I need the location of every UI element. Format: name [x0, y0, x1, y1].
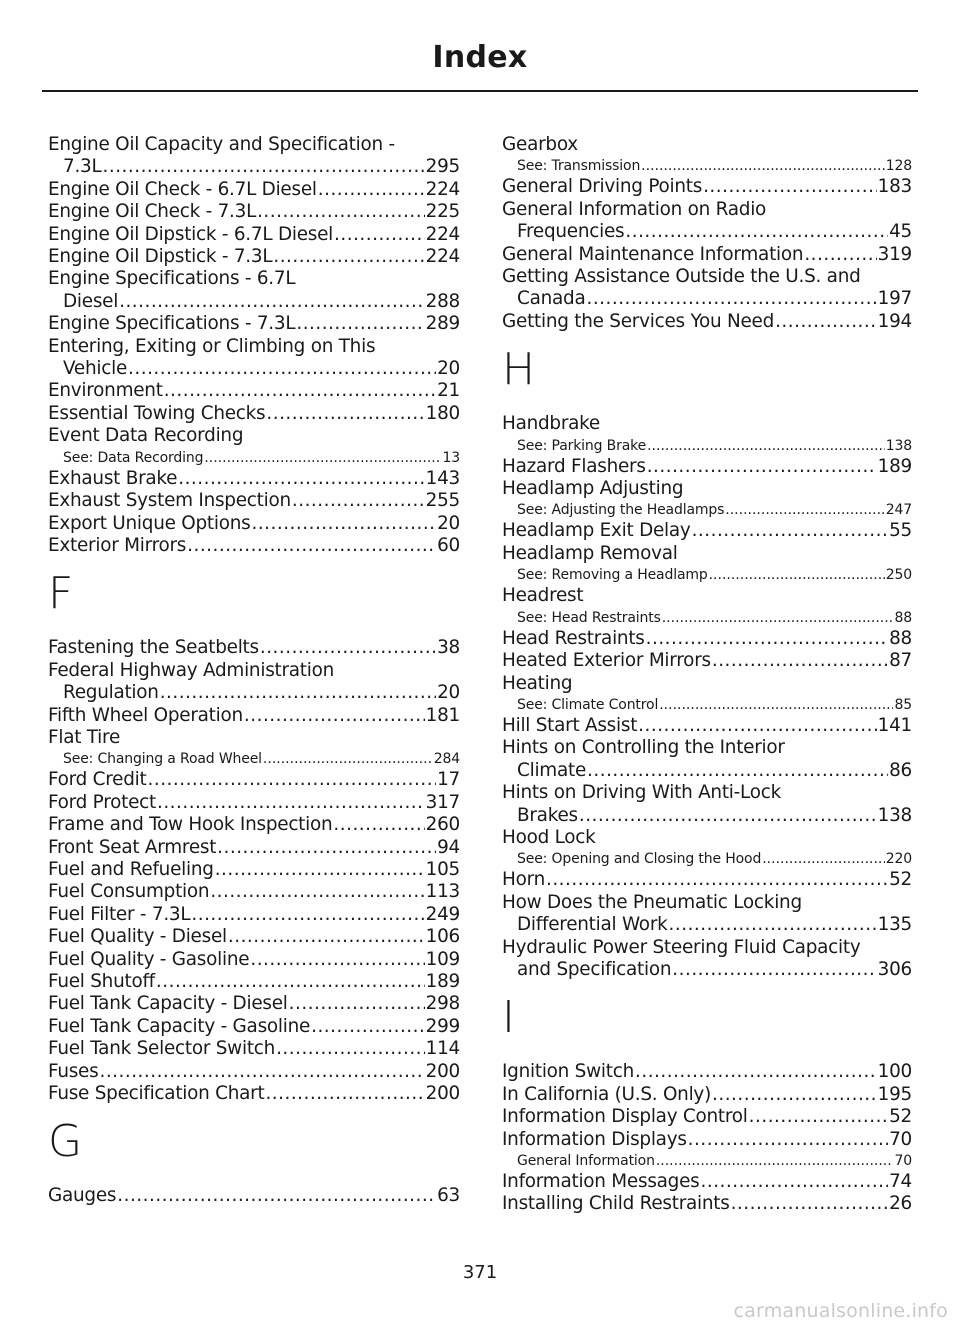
dot-leader [804, 244, 876, 266]
page-ref: 298 [425, 993, 460, 1015]
entry-text: Ford Credit [48, 769, 147, 791]
dot-leader [103, 156, 425, 178]
index-entry[interactable] [48, 336, 460, 381]
dot-leader [672, 959, 876, 981]
dot-leader [215, 859, 425, 881]
entry-text: Federal Highway Administration [48, 659, 335, 681]
see-text: See: Adjusting the Headlamps [517, 502, 725, 519]
entry-text: Entering, Exiting or Climbing on This [48, 335, 376, 357]
see-text: See: Removing a Headlamp [517, 567, 708, 584]
page-ref: 60 [437, 534, 460, 556]
dot-leader [164, 380, 436, 402]
entry-text: Fuel Shutoff [48, 971, 155, 992]
dot-leader [318, 179, 425, 201]
entry-text: Getting Assistance Outside the U.S. and [502, 266, 861, 288]
dot-leader [641, 156, 885, 176]
entry-text: Climate [517, 759, 587, 781]
entry-text: Fuel Filter - 7.3L [48, 903, 191, 925]
page-ref: 181 [425, 704, 460, 726]
page-ref: 284 [433, 751, 460, 768]
index-entry[interactable] [502, 244, 912, 266]
dot-leader [647, 436, 885, 456]
entry-text: Headlamp Exit Delay [502, 520, 691, 542]
dot-leader [662, 608, 894, 628]
entry-text: How Does the Pneumatic Locking [502, 891, 802, 913]
section-letter-i: I [502, 992, 515, 1044]
index-entry[interactable] [48, 490, 460, 512]
see-reference[interactable] [502, 695, 912, 715]
dot-leader [659, 695, 893, 715]
index-entry[interactable] [48, 1061, 460, 1083]
index-entry[interactable] [48, 513, 460, 535]
dot-leader [187, 535, 436, 557]
index-entry[interactable] [502, 650, 912, 672]
index-entry[interactable] [48, 769, 460, 791]
page-ref: 317 [425, 791, 460, 813]
index-entry[interactable] [48, 134, 460, 179]
dot-leader [251, 513, 436, 535]
entry-text: Fuses [48, 1060, 99, 1082]
index-entry[interactable] [48, 705, 460, 727]
entry-text: Essential Towing Checks [48, 402, 266, 424]
see-text: See: Head Restraints [517, 609, 661, 626]
entry-text: Exhaust System Inspection [48, 490, 291, 512]
page-ref: 138 [885, 437, 912, 454]
dot-leader [191, 904, 424, 926]
page-ref: 20 [437, 512, 460, 534]
page-ref: 141 [877, 714, 912, 736]
index-entry[interactable] [48, 468, 460, 490]
index-entry[interactable] [48, 224, 460, 246]
dot-leader [148, 769, 437, 791]
page-ref: 143 [425, 467, 460, 489]
entry-text: Brakes [517, 804, 578, 826]
entry-text: Hazard Flashers [502, 455, 646, 477]
page-ref: 138 [877, 804, 912, 826]
see-reference[interactable] [48, 749, 460, 769]
see-reference[interactable] [48, 448, 460, 468]
entry-text: Front Seat Armrest [48, 836, 217, 858]
page-ref: 224 [425, 178, 460, 200]
index-entry[interactable] [48, 837, 460, 859]
index-entry[interactable] [48, 1016, 460, 1038]
index-entry[interactable] [502, 176, 912, 198]
index-entry[interactable] [502, 543, 912, 585]
dot-leader [273, 246, 424, 268]
entry-text: Hints on Controlling the Interior [502, 737, 785, 759]
index-entry[interactable] [48, 949, 460, 971]
entry-text: Event Data Recording [48, 425, 244, 447]
sub-entry[interactable] [502, 1151, 912, 1171]
index-entry[interactable] [502, 1129, 912, 1171]
page-ref: 26 [889, 1193, 912, 1215]
see-reference[interactable] [502, 849, 912, 869]
entry-text: General Maintenance Information [502, 243, 804, 265]
page-ref: 20 [437, 682, 460, 704]
index-entry[interactable] [502, 737, 912, 782]
dot-leader [157, 792, 425, 814]
page-ref: 220 [885, 851, 912, 868]
index-entry[interactable] [48, 1083, 460, 1105]
index-entry[interactable] [502, 827, 912, 869]
dot-leader [712, 650, 888, 672]
entry-text: Exterior Mirrors [48, 534, 187, 556]
page-ref: 225 [425, 201, 460, 223]
see-text: See: Climate Control [517, 696, 659, 713]
entry-text: Fuel Tank Capacity - Diesel [48, 993, 288, 1015]
dot-leader [244, 705, 425, 727]
index-entry[interactable] [48, 993, 460, 1015]
see-reference[interactable] [502, 436, 912, 456]
index-entry[interactable] [502, 1193, 912, 1215]
entry-text: Hints on Driving With Anti-Lock [502, 782, 781, 804]
entry-text: In California (U.S. Only) [502, 1083, 711, 1105]
page-ref: 13 [442, 449, 460, 466]
dot-leader [117, 1185, 436, 1207]
entry-text: Diesel [63, 290, 119, 312]
index-entry[interactable] [48, 660, 460, 705]
dot-leader [266, 403, 424, 425]
dot-leader [656, 1151, 894, 1171]
entry-text: Fuel and Refueling [48, 858, 214, 880]
entry-text: Engine Specifications - 6.7L [48, 268, 296, 290]
dot-leader [749, 1106, 888, 1128]
entry-text: Information Messages [502, 1171, 700, 1192]
page-ref: 52 [889, 869, 912, 891]
index-entry[interactable] [48, 268, 460, 313]
page-ref: 299 [425, 1015, 460, 1037]
see-text: See: Transmission [517, 158, 641, 175]
section-letter-h: H [502, 344, 536, 396]
see-reference[interactable] [502, 500, 912, 520]
dot-leader [128, 358, 436, 380]
entry-text: Canada [517, 288, 586, 310]
index-entry[interactable] [48, 1038, 460, 1060]
entry-text: Fuel Quality - Gasoline [48, 948, 250, 970]
page-ref: 88 [894, 609, 912, 626]
entry-text: Information Display Control [502, 1106, 748, 1128]
index-entry[interactable] [502, 1061, 912, 1083]
page-ref: 289 [425, 313, 460, 335]
entry-text: Engine Oil Check - 6.7L Diesel [48, 178, 317, 200]
page-ref: 55 [889, 520, 912, 542]
entry-text: Horn [502, 869, 545, 891]
entry-text: Engine Oil Dipstick - 6.7L Diesel [48, 223, 334, 245]
index-entry[interactable] [502, 311, 912, 333]
dot-leader [99, 1061, 424, 1083]
page-ref: 63 [437, 1185, 460, 1207]
entry-text: Getting the Services You Need [502, 310, 775, 332]
entry-text: General Driving Points [502, 176, 703, 198]
dot-leader [646, 628, 888, 650]
page-ref: 224 [425, 223, 460, 245]
page-ref: 197 [877, 288, 912, 310]
dot-leader [703, 176, 877, 198]
page-ref: 21 [437, 380, 460, 402]
page-ref: 74 [889, 1171, 912, 1192]
dot-leader [762, 849, 885, 869]
index-entry[interactable] [502, 585, 912, 627]
entry-text: Engine Oil Dipstick - 7.3L [48, 246, 273, 268]
index-entry[interactable] [48, 859, 460, 881]
dot-leader [289, 993, 425, 1015]
entry-text: Information Displays [502, 1128, 687, 1150]
index-entry[interactable] [48, 971, 460, 993]
dot-leader [688, 1129, 888, 1151]
index-entry[interactable] [502, 1171, 912, 1193]
entry-text: Ignition Switch [502, 1061, 634, 1083]
dot-leader [334, 224, 425, 246]
index-entry[interactable] [48, 535, 460, 557]
dot-leader [119, 291, 425, 313]
page-ref: 45 [889, 221, 912, 243]
dot-leader [587, 760, 888, 782]
entry-text: Regulation [63, 682, 159, 704]
dot-leader [210, 881, 424, 903]
index-entry[interactable] [502, 892, 912, 937]
page-ref: 106 [425, 926, 460, 948]
page-ref: 195 [877, 1083, 912, 1105]
entry-text: Engine Specifications - 7.3L [48, 313, 296, 335]
entry-text: Frame and Tow Hook Inspection [48, 814, 333, 836]
page-ref: 86 [889, 759, 912, 781]
dot-leader [228, 926, 425, 948]
entry-text: Gearbox [502, 134, 578, 155]
dot-leader [217, 837, 436, 859]
index-entry[interactable] [48, 425, 460, 467]
sub-entry-text: General Information [517, 1153, 655, 1169]
entry-text: Hydraulic Power Steering Fluid Capacity [502, 936, 861, 958]
page-ref: 52 [889, 1106, 912, 1128]
index-entry[interactable] [502, 520, 912, 542]
page-ref: 113 [425, 881, 460, 903]
entry-text: Fastening the Seatbelts [48, 637, 259, 659]
index-entry[interactable] [48, 201, 460, 223]
entry-text: Heating [502, 672, 573, 694]
index-entry[interactable] [48, 881, 460, 903]
entry-text: Hood Lock [502, 826, 596, 848]
entry-text: Headlamp Removal [502, 542, 678, 564]
entry-text: Flat Tire [48, 726, 121, 748]
page-ref: 17 [437, 769, 460, 791]
index-entry[interactable] [502, 134, 912, 176]
entry-text: Installing Child Restraints [502, 1193, 730, 1215]
dot-leader [775, 311, 877, 333]
entry-text: General Information on Radio [502, 198, 767, 220]
page-ref: 85 [894, 696, 912, 713]
entry-text: Handbrake [502, 413, 600, 435]
dot-leader [635, 1061, 877, 1083]
page-ref: 183 [877, 176, 912, 198]
page-ref: 135 [877, 914, 912, 936]
see-text: See: Data Recording [63, 449, 204, 466]
index-entry[interactable] [502, 266, 912, 311]
index-entry[interactable] [502, 1084, 912, 1106]
dot-leader [731, 1193, 889, 1215]
dot-leader [250, 949, 424, 971]
index-entry[interactable] [48, 246, 460, 268]
entry-text: Vehicle [63, 358, 128, 380]
index-entry[interactable] [48, 926, 460, 948]
index-entry[interactable] [48, 1185, 460, 1207]
index-entry[interactable] [502, 456, 912, 478]
page-ref: 260 [425, 814, 460, 836]
watermark: carmanualsonline.info [733, 1300, 948, 1322]
dot-leader [692, 520, 889, 542]
page-ref: 224 [425, 246, 460, 268]
index-entry[interactable] [502, 413, 912, 455]
index-entry[interactable] [502, 937, 912, 982]
index-entry[interactable] [48, 814, 460, 836]
entry-text: Environment [48, 380, 163, 402]
page-ref: 200 [425, 1060, 460, 1082]
entry-text: Export Unique Options [48, 512, 251, 534]
dot-leader [263, 749, 433, 769]
page-ref: 70 [894, 1153, 912, 1169]
page-ref: 189 [877, 455, 912, 477]
page-ref: 306 [877, 958, 912, 980]
dot-leader [586, 288, 876, 310]
entry-text: Engine Oil Check - 7.3L [48, 201, 257, 223]
dot-leader [625, 221, 888, 243]
dot-leader [546, 869, 888, 891]
dot-leader [178, 468, 424, 490]
page-ref: 70 [889, 1128, 912, 1150]
dot-leader [257, 201, 425, 223]
see-text: See: Opening and Closing the Hood [517, 851, 762, 868]
index-entry[interactable] [48, 179, 460, 201]
page-ref: 200 [425, 1083, 460, 1105]
page-ref: 189 [425, 971, 460, 992]
index-entry[interactable] [502, 869, 912, 891]
page-ref: 38 [437, 637, 460, 659]
see-reference[interactable] [502, 608, 912, 628]
page-ref: 100 [877, 1061, 912, 1083]
page-ref: 180 [425, 402, 460, 424]
entry-text: Heated Exterior Mirrors [502, 650, 711, 672]
index-entry[interactable] [502, 199, 912, 244]
index-entry[interactable] [48, 792, 460, 814]
entry-text: Fuel Tank Selector Switch [48, 1038, 276, 1060]
entry-text: Headlamp Adjusting [502, 478, 684, 500]
index-entry[interactable] [502, 715, 912, 737]
dot-leader [701, 1171, 889, 1193]
see-text: See: Changing a Road Wheel [63, 751, 262, 768]
entry-text: Fuel Tank Capacity - Gasoline [48, 1015, 311, 1037]
page-ref: 87 [889, 650, 912, 672]
index-entry[interactable] [502, 782, 912, 827]
index-entry[interactable] [502, 478, 912, 520]
page-ref: 114 [425, 1038, 460, 1060]
dot-leader [265, 1083, 424, 1105]
section-letter-g: G [48, 1116, 83, 1168]
dot-leader [647, 456, 877, 478]
entry-text: Fuel Quality - Diesel [48, 926, 227, 948]
entry-text: Engine Oil Capacity and Specification - [48, 134, 395, 155]
page-ref: 255 [425, 490, 460, 512]
dot-leader [638, 715, 876, 737]
page-ref: 250 [885, 567, 912, 584]
page-ref: 109 [425, 948, 460, 970]
page-ref: 105 [425, 858, 460, 880]
dot-leader [669, 914, 877, 936]
index-entry[interactable] [502, 673, 912, 715]
page-ref: 295 [425, 156, 460, 178]
entry-text: Fuse Specification Chart [48, 1083, 265, 1105]
page-ref: 288 [425, 290, 460, 312]
entry-text: Frequencies [517, 221, 625, 243]
page-ref: 88 [889, 627, 912, 649]
index-entry[interactable] [48, 727, 460, 769]
entry-text: Hill Start Assist [502, 714, 638, 736]
dot-leader [709, 565, 885, 585]
index-entry[interactable] [502, 1106, 912, 1128]
dot-leader [712, 1084, 877, 1106]
entry-text: Ford Protect [48, 791, 156, 813]
entry-text: Gauges [48, 1185, 117, 1207]
dot-leader [333, 814, 424, 836]
page-ref: 247 [885, 502, 912, 519]
page-ref: 128 [885, 158, 912, 175]
index-entry[interactable] [48, 904, 460, 926]
index-entry[interactable] [48, 380, 460, 402]
page-title: Index [432, 40, 528, 75]
dot-leader [725, 500, 884, 520]
page-ref: 249 [425, 903, 460, 925]
entry-text: and Specification [517, 958, 672, 980]
index-column-right [502, 134, 912, 1216]
index-entry[interactable] [502, 628, 912, 650]
page-ref: 20 [437, 358, 460, 380]
dot-leader [160, 682, 436, 704]
entry-text: Fuel Consumption [48, 881, 210, 903]
entry-text: Differential Work [517, 914, 668, 936]
dot-leader [292, 490, 425, 512]
page-ref: 194 [877, 310, 912, 332]
see-reference[interactable] [502, 565, 912, 585]
dot-leader [579, 805, 877, 827]
dot-leader [156, 971, 425, 993]
entry-text: Exhaust Brake [48, 467, 178, 489]
entry-text: Head Restraints [502, 627, 645, 649]
dot-leader [260, 637, 436, 659]
page-number: 371 [462, 1262, 498, 1283]
see-reference[interactable] [502, 156, 912, 176]
dot-leader [204, 448, 441, 468]
dot-leader [276, 1038, 425, 1060]
entry-text: Fifth Wheel Operation [48, 704, 243, 726]
entry-text: 7.3L [63, 156, 102, 178]
section-letter-f: F [48, 568, 74, 620]
index-entry[interactable] [48, 313, 460, 335]
index-entry[interactable] [48, 637, 460, 659]
dot-leader [296, 313, 424, 335]
entry-text: Headrest [502, 585, 584, 607]
page-ref: 319 [877, 243, 912, 265]
title-rule [42, 90, 918, 92]
index-column-left [48, 134, 460, 1208]
page-ref: 94 [437, 836, 460, 858]
dot-leader [311, 1016, 425, 1038]
see-text: See: Parking Brake [517, 437, 647, 454]
index-entry[interactable] [48, 403, 460, 425]
